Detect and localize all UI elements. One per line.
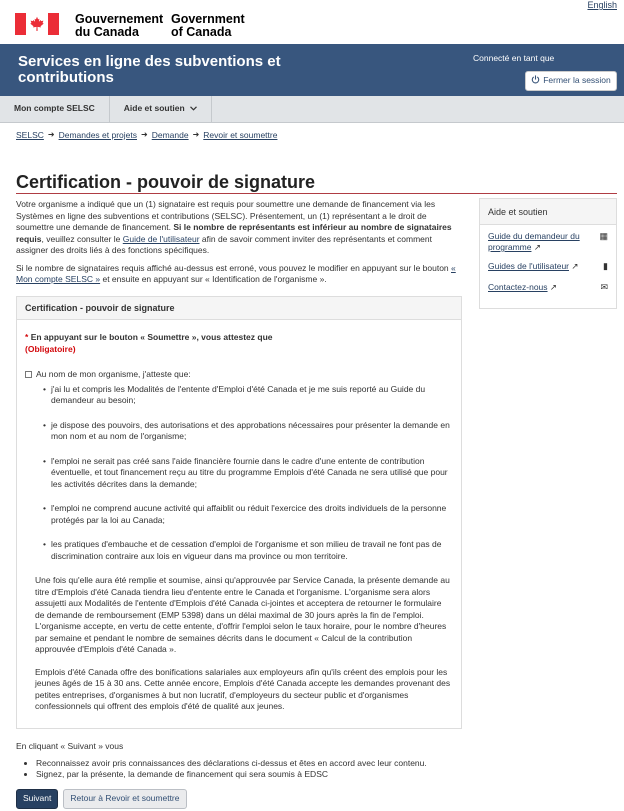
attestation-checkbox-row[interactable] (25, 369, 453, 381)
panel-title: Certification - pouvoir de signature (17, 297, 461, 320)
intro-text (16, 199, 462, 292)
form-actions (16, 789, 187, 809)
menu-item-label: Aide et soutien (123, 103, 185, 114)
government-signature (15, 13, 267, 39)
canada-flag-icon (15, 13, 59, 35)
government-name-fr: Gouvernement du Canada (75, 12, 164, 39)
agreement-paragraph: Une fois qu'elle aura été remplie et soumise, ainsi qu'approuvée par Service Canada, la présente demande au titre d'Emplois d'été Canada tiendra lieu d'entente entre le Canada et l'organisme. L'organisme sera alors assujetti aux Modalités de l'entente d'Emplois d'été Canada ci-jointes et acceptera de retourner le formulaire de demande de remboursement (EMP 5398) dans un délai maximal de 30 jours après la fin de l'emploi. L'organisme accepte, en vertu de cette entente, d'offrir l'emploi selon le taux horaire, pour le nombre d'heures par semaine et pendant le nombre de semaines décrits dans le document « Calcul de la contribution approuvée d'Emplois d'été Canada ». (35, 575, 450, 654)
logout-button[interactable] (525, 71, 617, 91)
language-toggle-link[interactable]: English (587, 0, 617, 10)
title-underline (16, 193, 617, 194)
arrow-right-icon: ➜ (192, 130, 200, 140)
breadcrumb-link-selsc[interactable]: SELSC (16, 130, 44, 140)
logout-label: Fermer la session (543, 75, 611, 86)
next-button[interactable]: Suivant (16, 789, 58, 809)
sidebar-item-contact (480, 282, 616, 293)
sidebar-title: Aide et soutien (480, 199, 616, 225)
acknowledgement-lead: En cliquant « Suivant » vous (16, 741, 124, 751)
certification-panel (16, 296, 462, 729)
program-paragraph: Emplois d'été Canada offre des bonifications salariales aux employeurs afin qu'ils créent des emplois pour les jeunes âgés de 15 à 30 ans. Cette année encore, Emplois d'été Canada accepte les demandes provenant des petites entreprises, d'organismes à but non lucratif, d'employeurs du secteur public et d'organismes confessionnels qui offrent des emplois d'été de qualité aux jeunes. (35, 666, 451, 711)
external-link-icon: ↗ (549, 282, 558, 292)
my-account-link[interactable]: « Mon compte SELSC » (16, 262, 456, 284)
breadcrumb (16, 130, 277, 141)
list-item: • Signez, par la présente, la demande de financement qui sera soumis à EDSC (36, 769, 462, 781)
back-to-review-button[interactable]: Retour à Revoir et soumettre (63, 789, 186, 809)
logged-in-label: Connecté en tant que (473, 53, 555, 63)
breadcrumb-link-review[interactable]: Revoir et soumettre (203, 130, 278, 140)
list-item: • j'ai lu et compris les Modalités de l'entente d'Emploi d'été Canada et je me suis reporté au Guide du demandeur au besoin; (43, 384, 453, 407)
applicant-guide-link[interactable]: Guide du demandeur du programme (488, 231, 580, 252)
sidebar-item-user-guides (480, 261, 616, 272)
contact-link[interactable]: Contactez-nous (488, 282, 548, 292)
calculator-icon: ▦ (599, 231, 608, 241)
attestation-checkbox-label: Au nom de mon organisme, j'atteste que: (36, 369, 191, 379)
chevron-down-icon (190, 103, 197, 114)
page-title: Certification - pouvoir de signature (16, 172, 316, 192)
user-guide-link[interactable]: Guide de l'utilisateur (122, 233, 200, 244)
required-tag: (Obligatoire) (25, 343, 76, 354)
app-banner (0, 44, 624, 96)
acknowledgement-section (16, 741, 462, 781)
government-name-en: Government of Canada (171, 12, 245, 39)
menu-item-account[interactable] (0, 96, 110, 122)
book-icon: ▮ (603, 261, 608, 271)
required-statement: * En appuyant sur le bouton « Soumettre », vous attestez que (25, 332, 273, 342)
help-sidebar (479, 198, 617, 309)
list-item: • l'emploi ne comprend aucune activité qui affaiblit ou réduit l'exercice des droits individuels de la personne protégés par la loi au Canada; (43, 503, 453, 526)
attestation-checkbox[interactable] (25, 371, 32, 378)
intro-paragraph-1: Votre organisme a indiqué que un (1) signataire est requis pour soumettre une demande de financement via les Systèmes en ligne des subventions et contributions (SELSC). Présentement, un (1) représentant a le droit de soumettre une demande de financement. Si le nombre de représentants est inférieur au nombre de signataires requis, veuillez consulter le Guide de l'utilisateur afin de savoir comment inviter des représentants et comment assigner des droits liés à des fonctions spécifiques. (16, 199, 452, 255)
list-item: • je dispose des pouvoirs, des autorisations et des approbations nécessaires pour présenter la demande en mon nom et au nom de l'organisme; (43, 420, 453, 443)
user-guides-link[interactable]: Guides de l'utilisateur (488, 261, 569, 271)
sidebar-item-applicant-guide (480, 231, 616, 253)
main-menu (0, 96, 624, 123)
list-item: • les pratiques d'embauche et de cessation d'emploi de l'organisme et son milieu de travail ne font pas de discrimination contraire aux lois en vigueur dans ma province ou mon territoire. (43, 539, 453, 562)
attestation-list (43, 384, 453, 563)
menu-item-help[interactable] (110, 96, 212, 122)
external-link-icon: ↗ (571, 261, 579, 271)
breadcrumb-link-request[interactable]: Demande (151, 130, 189, 140)
power-icon (531, 75, 540, 87)
envelope-icon: ✉ (600, 282, 608, 292)
intro-paragraph-2: Si le nombre de signataires requis affiché au-dessus est erroné, vous pouvez le modifier en appuyant sur le bouton « Mon compte SELSC » et ensuite en appuyant sur « Identification de l'organisme ». (16, 262, 456, 284)
list-item: • l'emploi ne serait pas créé sans l'aide financière fournie dans le cadre d'une entente de contribution éventuelle, et tout financement reçu au titre du programme Emplois d'été Canada ne sera utilisé que pour les activités décrites dans la demande; (43, 456, 453, 491)
breadcrumb-link-requests[interactable]: Demandes et projets (58, 130, 138, 140)
arrow-right-icon: ➜ (47, 130, 55, 140)
list-item: • Reconnaissez avoir pris connaissances des déclarations ci-dessus et êtes en accord avec leur contenu. (36, 758, 462, 770)
arrow-right-icon: ➜ (141, 130, 148, 140)
external-link-icon: ↗ (533, 242, 541, 252)
required-marker: * (25, 332, 29, 342)
menu-item-label: Mon compte SELSC (14, 103, 95, 114)
app-title[interactable]: Services en ligne des subventions et contributions (18, 53, 281, 86)
